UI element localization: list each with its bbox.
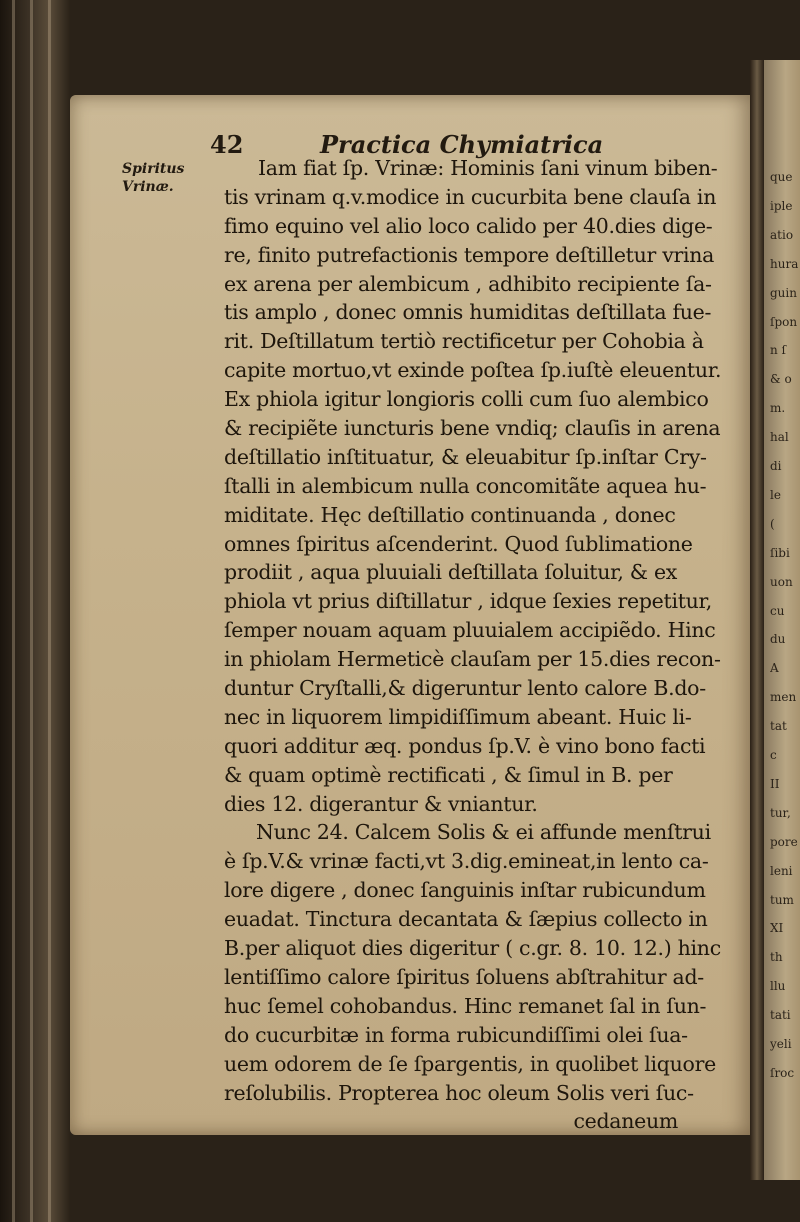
margin-note xyxy=(122,160,184,196)
facing-page-fragment: XI xyxy=(770,921,784,936)
facing-page-fragment: tum xyxy=(770,892,794,907)
text-line: do cucurbitæ in forma rubicundiſſimi olei ſua- xyxy=(224,1022,688,1047)
text-line: reſolubilis. Propterea hoc oleum Solis veri ſuc- xyxy=(224,1080,694,1105)
text-line: ex arena per alembicum , adhibito recipiente ſa- xyxy=(224,271,712,296)
facing-page-fragment: leni xyxy=(770,863,793,878)
facing-page-fragment: men xyxy=(770,690,797,705)
facing-page-edge xyxy=(764,60,800,1180)
text-line: euadat. Tinctura decantata & ſæpius collecto in xyxy=(224,907,708,932)
text-line: è ſp.V.& vrinæ facti,vt 3.dig.emineat,in lento ca- xyxy=(224,849,709,874)
running-head: Practica Chymiatrica xyxy=(320,130,604,159)
text-line: Iam fiat ſp. Vrinæ: Hominis ſani vinum biben- xyxy=(258,156,718,180)
text-line: duntur Cryſtalli,& digeruntur lento calore B.do- xyxy=(224,676,706,701)
text-line: nec in liquorem limpidiſſimum abeant. Huic li- xyxy=(224,704,692,729)
text-line: tis vrinam q.v.modice in cucurbita bene clauſa in xyxy=(224,184,717,209)
facing-page-fragment: guin xyxy=(770,285,797,300)
text-line: B.per aliquot dies digeritur ( c.gr. 8. 10. 12.) hinc xyxy=(224,936,721,961)
facing-page-fragment: atio xyxy=(770,227,794,242)
facing-page-fragment: di xyxy=(770,459,782,473)
text-line: quori additur æq. pondus ſp.V. è vino bono facti xyxy=(224,733,706,758)
facing-page-fragment: tati xyxy=(770,1008,791,1023)
facing-page-fragment: ſpon xyxy=(770,314,798,329)
text-line: re, finito putrefactionis tempore deſtilletur vrina xyxy=(224,242,715,267)
facing-page-fragment: pore xyxy=(770,834,798,849)
facing-page-fragment: c xyxy=(770,748,777,762)
facing-page-fragment: le xyxy=(770,487,781,502)
text-line: omnes ſpiritus aſcenderint. Quod ſublimatione xyxy=(224,531,693,556)
text-line: Nunc 24. Calcem Solis & ei affunde menſtrui xyxy=(256,820,711,845)
text-line: miditate. Hęc deſtillatio continuanda , donec xyxy=(224,502,676,527)
text-line: ſemper nouam aquam pluuialem accipiẽdo. Hinc xyxy=(224,618,716,643)
text-line: capite mortuo,vt exinde poſtea ſp.iuſtè eleuentur. xyxy=(224,358,722,383)
text-line: huc ſemel cohobandus. Hinc remanet ſal in ſun- xyxy=(224,993,707,1018)
facing-page-fragment: yeli xyxy=(770,1037,792,1051)
text-line: rit. Deſtillatum tertiò rectificetur per Cohobia à xyxy=(224,329,704,354)
text-line: phiola vt prius diſtillatur , idque ſexies repetitur, xyxy=(224,589,713,614)
left-gutter xyxy=(0,0,70,1222)
book-binding xyxy=(750,60,764,1180)
text-line: cedaneum xyxy=(573,1109,678,1134)
facing-page-fragment: ſroc xyxy=(770,1065,795,1080)
text-line: ſtalli in alembicum nulla concomitãte aquea hu- xyxy=(224,473,707,498)
text-line: in phiolam Hermeticè clauſam per 15.dies recon- xyxy=(224,647,721,672)
facing-page-fragment: cu xyxy=(770,603,785,618)
text-line: Ex phiola igitur longioris colli cum ſuo alembico xyxy=(224,387,709,412)
facing-page-fragment: llu xyxy=(770,979,786,994)
text-line: lentiſſimo calore ſpiritus ſoluens abſtrahitur ad- xyxy=(224,964,704,989)
text-line: prodiit , aqua pluuiali deſtillata ſoluitur, & ex xyxy=(224,560,678,585)
facing-page-fragment: uon xyxy=(770,574,793,589)
facing-page-fragment: tat xyxy=(770,719,787,734)
facing-page-fragment: du xyxy=(770,632,786,647)
facing-page-fragment: II xyxy=(770,776,780,791)
facing-page-fragment: tur, xyxy=(770,805,791,820)
gutter-stripe xyxy=(12,0,15,1222)
text-line: uem odorem de ſe ſpargentis, in quolibet liquore xyxy=(224,1051,716,1076)
facing-page-fragment: A xyxy=(770,661,779,676)
facing-page-fragment: & o xyxy=(770,372,792,387)
page-number: 42 xyxy=(210,130,244,159)
facing-page-fragment: ( xyxy=(770,516,775,531)
text-line: tis amplo , donec omnis humiditas deſtillata fue- xyxy=(224,300,712,325)
text-line: fimo equino vel alio loco calido per 40.dies dige- xyxy=(224,213,713,238)
facing-page-fragment: m. xyxy=(770,401,786,416)
facing-page-fragment: hal xyxy=(770,430,789,445)
margin-note-line: Spiritus xyxy=(122,161,185,177)
text-line: & recipiẽte iuncturis bene vndiq; clauſis in arena xyxy=(224,416,721,441)
body-text xyxy=(224,154,724,1136)
text-line: lore digere , donec ſanguinis inſtar rubicundum xyxy=(224,878,706,903)
gutter-stripe xyxy=(30,0,33,1222)
text-line: dies 12. digerantur & vniantur. xyxy=(224,791,538,816)
facing-page-fragment: que xyxy=(770,170,793,184)
facing-page-fragment: ſibi xyxy=(770,545,790,560)
margin-note-line: Vrinæ. xyxy=(122,179,174,195)
facing-page-fragment: iple xyxy=(770,198,793,213)
text-line: & quam optimè rectificati , & ſimul in B. per xyxy=(224,762,673,787)
facing-page-fragment: th xyxy=(770,950,783,965)
text-line: deſtillatio inſtituatur, & eleuabitur ſp.inſtar Cry- xyxy=(224,444,707,469)
facing-page-fragment: hura xyxy=(770,256,798,271)
gutter-stripe xyxy=(48,0,51,1222)
facing-page-fragment: n ſ xyxy=(770,343,786,358)
